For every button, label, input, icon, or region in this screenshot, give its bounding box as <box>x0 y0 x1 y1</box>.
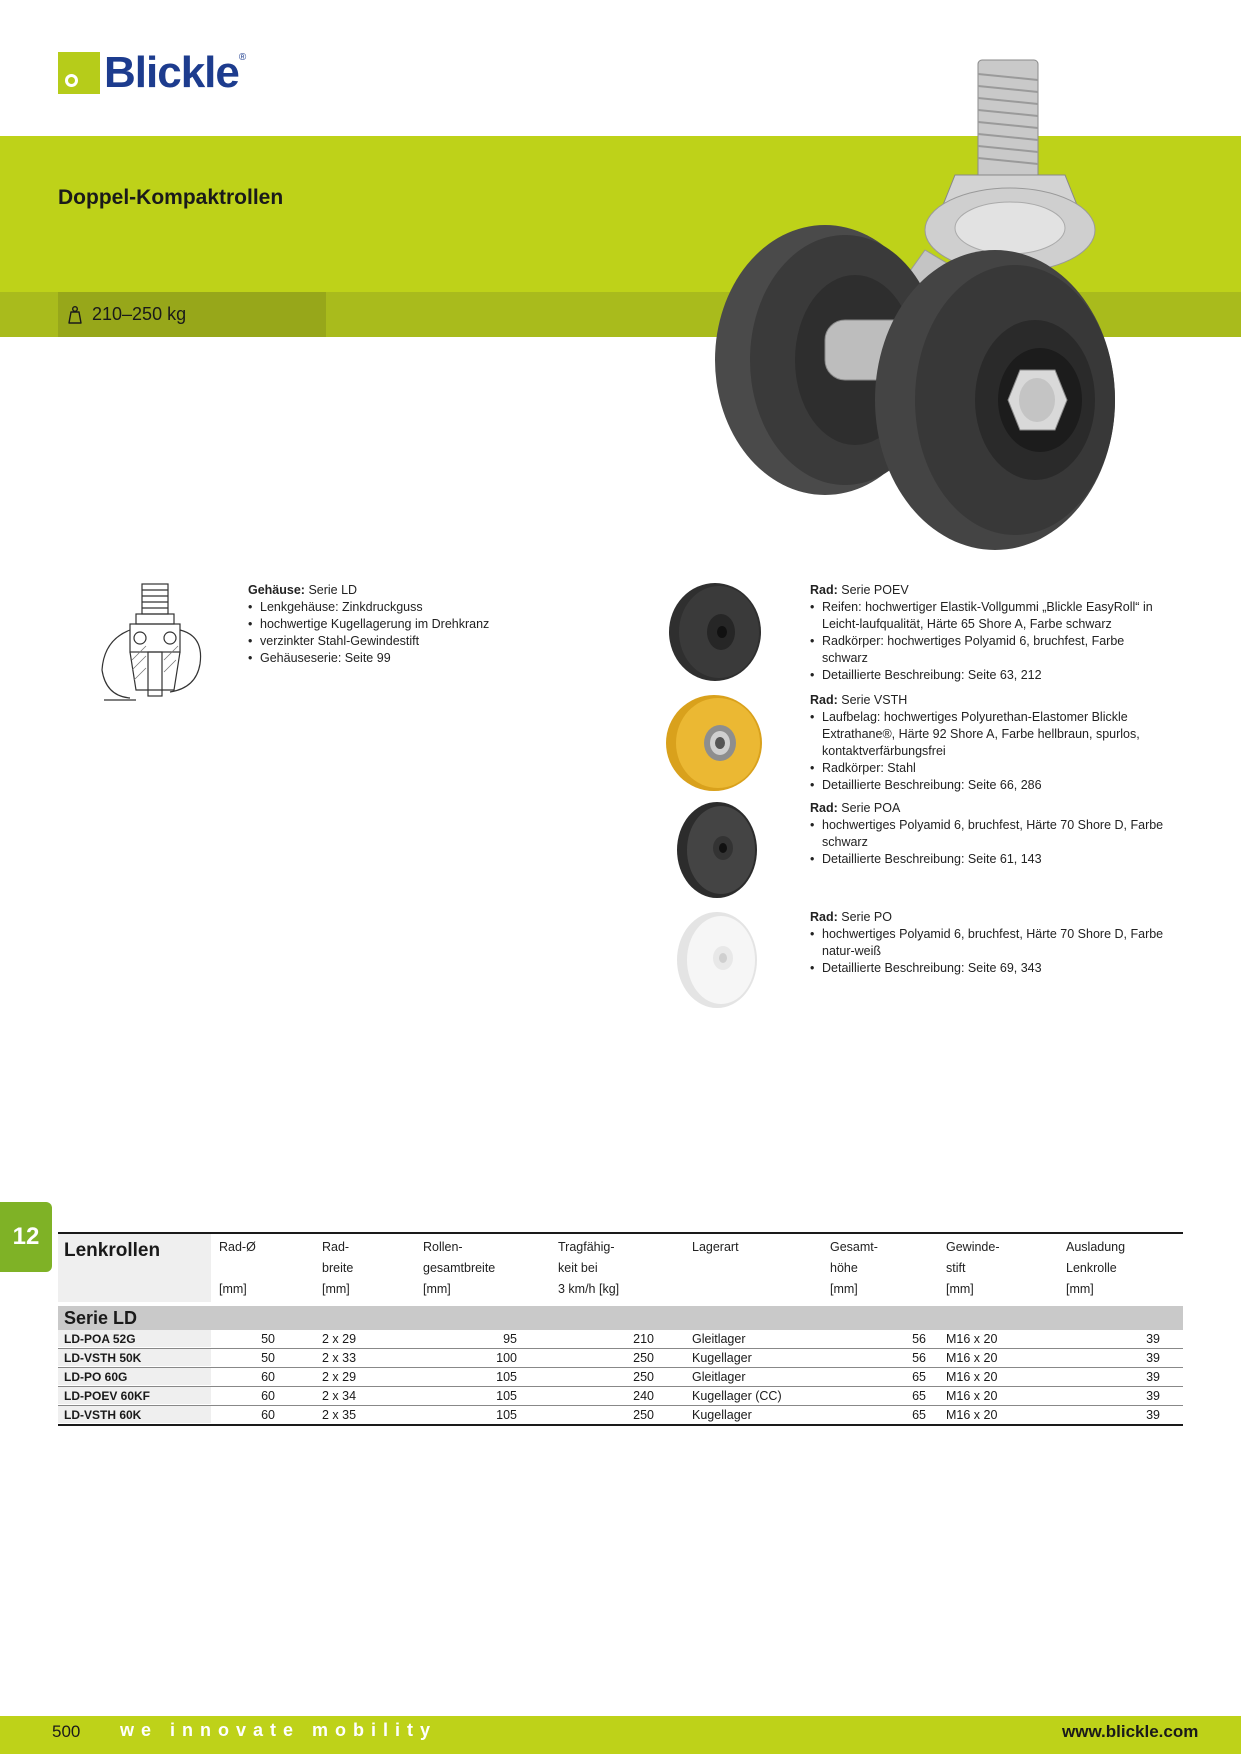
logo-mark-icon <box>58 52 100 94</box>
table-cell: 50 <box>261 1332 275 1346</box>
table-cell: M16 x 20 <box>946 1370 998 1384</box>
housing-label: Gehäuse: <box>248 583 305 597</box>
weight-icon <box>68 306 82 324</box>
column-header: Gesamt- höhe [mm] <box>830 1240 878 1296</box>
table-cell: 39 <box>1146 1370 1160 1384</box>
chapter-tab: 12 <box>0 1202 52 1272</box>
wheel-label: Rad: <box>810 910 838 924</box>
table-row <box>58 1349 1183 1368</box>
wheel-label: Rad: <box>810 583 838 597</box>
table-cell: 60 <box>261 1408 275 1422</box>
table-title: Lenkrollen <box>58 1234 211 1302</box>
table-cell: 39 <box>1146 1332 1160 1346</box>
table-row <box>58 1368 1183 1387</box>
article-number: LD-VSTH 60K <box>58 1406 211 1423</box>
wheel-series: Serie POA <box>841 801 901 815</box>
footer-website-link[interactable]: www.blickle.com <box>1062 1722 1199 1741</box>
wheel-bullet: • Reifen: hochwertiger Elastik-Vollgummi „Blickle EasyRoll“ in Leicht-laufqualität, Härte 65 Shore A, Farbe schwarz <box>810 599 1170 633</box>
footer-tagline: we innovate mobility <box>120 1720 438 1740</box>
column-header: Lagerart <box>692 1240 739 1254</box>
logo-text: Blickle <box>104 48 239 97</box>
table-cell: 2 x 29 <box>322 1370 357 1384</box>
table-cell: 2 x 33 <box>322 1351 357 1365</box>
wheel-poev-image <box>665 582 765 682</box>
table-row <box>58 1387 1183 1406</box>
table-cell: 250 <box>633 1370 654 1384</box>
table-cell: 39 <box>1146 1389 1160 1403</box>
column-header: Rad- breite [mm] <box>322 1240 354 1296</box>
table-cell: Kugellager (CC) <box>692 1389 782 1403</box>
table-cell: M16 x 20 <box>946 1389 998 1403</box>
table-cell: M16 x 20 <box>946 1332 998 1346</box>
wheel-label: Rad: <box>810 801 838 815</box>
page-title: Doppel-Kompaktrollen <box>58 186 284 209</box>
table-cell: M16 x 20 <box>946 1408 998 1422</box>
wheel-poev-description <box>810 582 1170 684</box>
housing-description <box>248 582 568 667</box>
column-header: Tragfähig- keit bei 3 km/h [kg] <box>558 1240 620 1296</box>
column-header: Ausladung Lenkrolle [mm] <box>1066 1240 1126 1296</box>
table-cell: 95 <box>503 1332 517 1346</box>
table-cell: 250 <box>633 1351 654 1365</box>
table-cell: 2 x 34 <box>322 1389 357 1403</box>
table-cell: 65 <box>912 1408 926 1422</box>
wheel-po-image <box>671 910 771 1010</box>
wheel-series: Serie PO <box>841 910 892 924</box>
table-cell: M16 x 20 <box>946 1351 998 1365</box>
housing-drawing <box>100 580 212 708</box>
article-number: LD-PO 60G <box>58 1368 211 1385</box>
load-range-text: 210–250 kg <box>92 304 187 324</box>
table-cell: 65 <box>912 1389 926 1403</box>
wheel-bullet: • Detaillierte Beschreibung: Seite 69, 343 <box>810 960 1170 977</box>
wheel-bullet: • Detaillierte Beschreibung: Seite 61, 143 <box>810 851 1170 868</box>
table-cell: 56 <box>912 1332 926 1346</box>
wheel-bullet: • hochwertiges Polyamid 6, bruchfest, Härte 70 Shore D, Farbe natur-weiß <box>810 926 1170 960</box>
table-row <box>58 1406 1183 1426</box>
article-number: LD-POEV 60KF <box>58 1387 211 1404</box>
table-row <box>58 1330 1183 1349</box>
brand-logo <box>58 50 246 96</box>
table-cell: 105 <box>496 1389 517 1403</box>
series-heading: Serie LD <box>58 1306 1183 1330</box>
table-cell: 39 <box>1146 1351 1160 1365</box>
table-cell: 56 <box>912 1351 926 1365</box>
product-hero-image <box>645 50 1125 560</box>
table-cell: 100 <box>496 1351 517 1365</box>
wheel-bullet: • Detaillierte Beschreibung: Seite 66, 286 <box>810 777 1170 794</box>
table-cell: 2 x 35 <box>322 1408 357 1422</box>
wheel-series: Serie VSTH <box>841 693 908 707</box>
column-header: Gewinde- stift [mm] <box>946 1240 1000 1296</box>
table-cell: 105 <box>496 1370 517 1384</box>
logo-registered-mark: ® <box>238 52 247 63</box>
column-header: Rad-Ø [mm] <box>219 1240 256 1296</box>
article-number: LD-VSTH 50K <box>58 1349 211 1366</box>
wheel-poa-image <box>673 800 773 900</box>
wheel-poa-description <box>810 800 1170 868</box>
wheel-bullet: • Radkörper: hochwertiges Polyamid 6, bruchfest, Farbe schwarz <box>810 633 1170 667</box>
table-cell: Gleitlager <box>692 1370 746 1384</box>
spec-table <box>58 1232 1183 1426</box>
wheel-label: Rad: <box>810 693 838 707</box>
table-header <box>58 1232 1183 1302</box>
housing-bullet: • verzinkter Stahl-Gewindestift <box>248 633 568 650</box>
article-number: LD-POA 52G <box>58 1330 211 1347</box>
table-cell: 210 <box>633 1332 654 1346</box>
housing-series: Serie LD <box>308 583 358 597</box>
table-cell: Kugellager <box>692 1351 752 1365</box>
page-number: 500 <box>52 1722 81 1741</box>
wheel-series: Serie POEV <box>841 583 909 597</box>
housing-bullet: • hochwertige Kugellagerung im Drehkranz <box>248 616 568 633</box>
table-cell: 105 <box>496 1408 517 1422</box>
wheel-bullet: • hochwertiges Polyamid 6, bruchfest, Härte 70 Shore D, Farbe schwarz <box>810 817 1170 851</box>
wheel-vsth-description <box>810 692 1170 794</box>
table-cell: 250 <box>633 1408 654 1422</box>
load-range <box>58 292 186 337</box>
table-cell: 60 <box>261 1370 275 1384</box>
wheel-bullet: • Radkörper: Stahl <box>810 760 1170 777</box>
table-cell: Gleitlager <box>692 1332 746 1346</box>
wheel-vsth-image <box>664 693 764 793</box>
table-cell: 65 <box>912 1370 926 1384</box>
wheel-bullet: • Detaillierte Beschreibung: Seite 63, 212 <box>810 667 1170 684</box>
column-header: Rollen- gesamtbreite [mm] <box>423 1240 496 1296</box>
housing-bullet: • Gehäuseserie: Seite 99 <box>248 650 568 667</box>
table-body <box>58 1330 1183 1426</box>
table-cell: Kugellager <box>692 1408 752 1422</box>
table-cell: 50 <box>261 1351 275 1365</box>
wheel-po-description <box>810 909 1170 977</box>
table-cell: 2 x 29 <box>322 1332 357 1346</box>
table-cell: 240 <box>633 1389 654 1403</box>
table-cell: 60 <box>261 1389 275 1403</box>
table-cell: 39 <box>1146 1408 1160 1422</box>
wheel-bullet: • Laufbelag: hochwertiges Polyurethan-Elastomer Blickle Extrathane®, Härte 92 Shore A, Farbe hellbraun, spurlos, kontaktverfärbungsfrei <box>810 709 1170 760</box>
housing-bullet: • Lenkgehäuse: Zinkdruckguss <box>248 599 568 616</box>
